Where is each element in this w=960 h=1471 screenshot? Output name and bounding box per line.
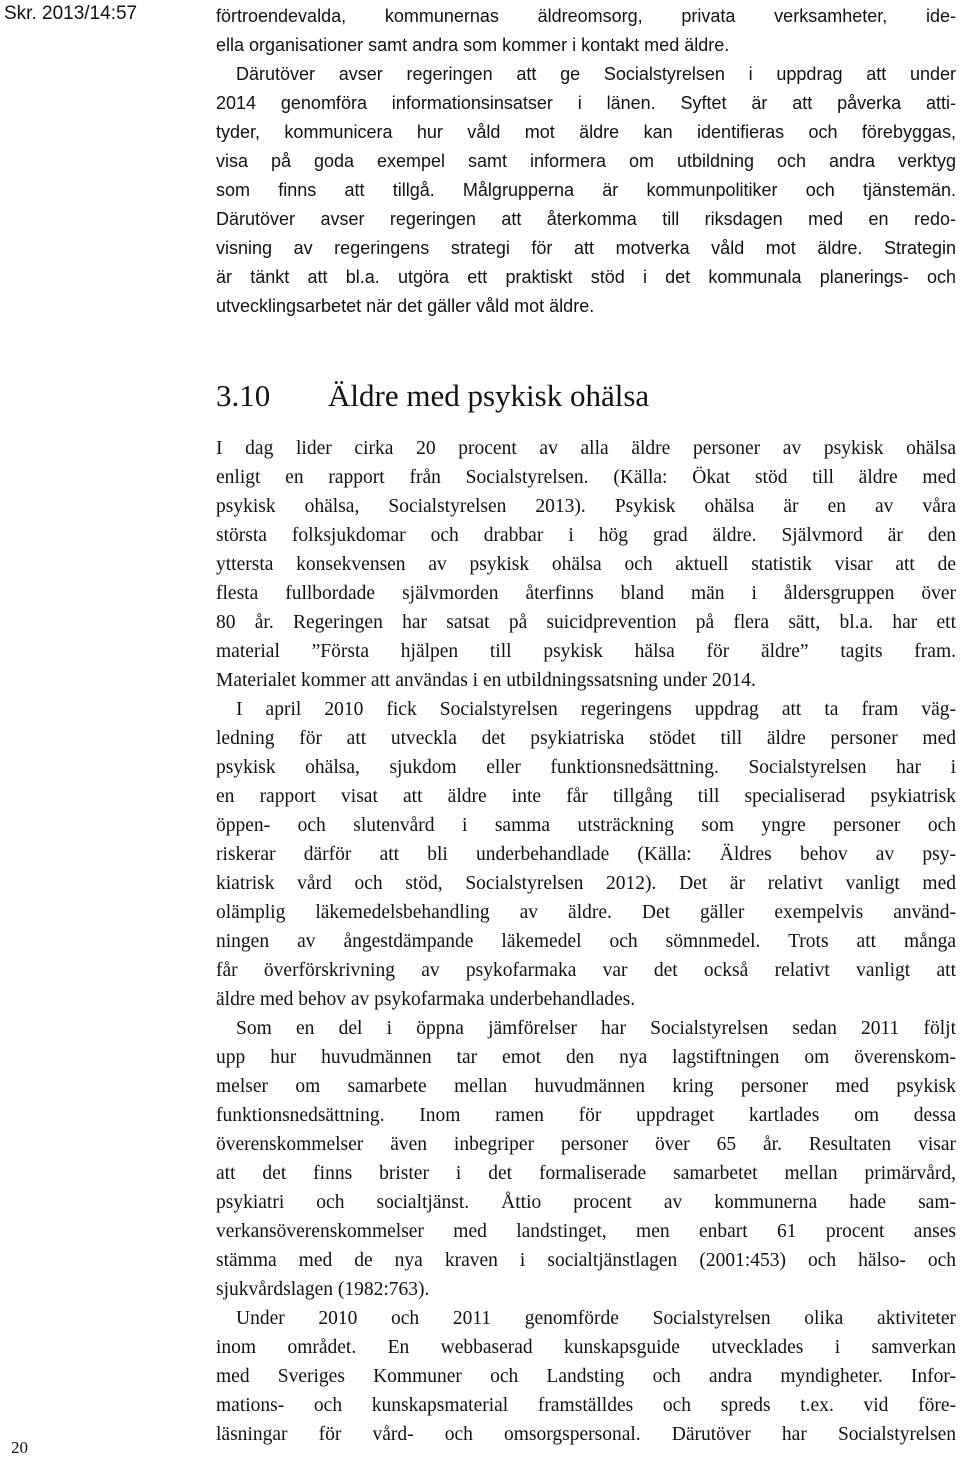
text-line: I april 2010 fick Socialstyrelsen regeringens uppdrag att ta fram väg-	[236, 699, 956, 720]
text-line: olämplig läkemedelsbehandling av äldre. Det gäller exempelvis använd-	[216, 902, 956, 923]
text-line: en rapport visat att äldre inte får tillgång till specialiserad psykiatrisk	[216, 786, 956, 807]
text-line: sjukvårdslagen (1982:763).	[216, 1279, 430, 1300]
text-line: psykiatri och socialtjänst. Åttio procent av kommunerna hade sam-	[216, 1192, 956, 1213]
text-line: att det finns brister i det formaliserade samarbetet mellan primärvård,	[216, 1163, 956, 1184]
top-paragraph	[216, 2, 956, 321]
text-line: Därutöver avser regeringen att återkomma till riksdagen med en redo-	[216, 209, 956, 229]
text-line: ningen av ångestdämpande läkemedel och sömnmedel. Trots att många	[216, 931, 956, 952]
text-line: ledning för att utveckla det psykiatriska stödet till äldre personer med	[216, 728, 956, 749]
text-line: förtroendevalda, kommunernas äldreomsorg, privata verksamheter, ide-	[216, 6, 956, 26]
text-line: öppen- och slutenvård i samma utsträckning som yngre personer och	[216, 815, 956, 836]
text-line: material ”Första hjälpen till psykisk hälsa för äldre” tagits fram.	[216, 641, 956, 662]
text-line: I dag lider cirka 20 procent av alla äldre personer av psykisk ohälsa	[216, 438, 956, 459]
page-number: 20	[11, 1438, 28, 1457]
text-line: som finns att tillgå. Målgrupperna är kommunpolitiker och tjänstemän.	[216, 180, 956, 200]
section-title: Äldre med psykisk ohälsa	[328, 378, 650, 413]
text-line: upp hur huvudmännen tar emot den nya lagstiftningen om överenskom-	[216, 1047, 956, 1068]
text-line: enligt en rapport från Socialstyrelsen. (Källa: Ökat stöd till äldre med	[216, 467, 956, 488]
text-line: får överförskrivning av psykofarmaka var det också relativt vanligt att	[216, 960, 956, 981]
text-line: inom området. En webbaserad kunskapsguide utvecklades i samverkan	[216, 1337, 956, 1358]
document-reference: Skr. 2013/14:57	[4, 3, 138, 24]
text-line: verkansöverenskommelser med landstinget, men enbart 61 procent anses	[216, 1221, 956, 1242]
text-line: kiatrisk vård och stöd, Socialstyrelsen 2012). Det är relativt vanligt med	[216, 873, 956, 894]
text-line: ella organisationer samt andra som kommer i kontakt med äldre.	[216, 35, 730, 55]
text-line: utvecklingsarbetet när det gäller våld mot äldre.	[216, 296, 595, 316]
text-line: psykisk ohälsa, Socialstyrelsen 2013). Psykisk ohälsa är en av våra	[216, 496, 956, 517]
text-line: mations- och kunskapsmaterial framställdes och spreds t.ex. vid före-	[216, 1395, 956, 1416]
text-line: med Sveriges Kommuner och Landsting och andra myndigheter. Infor-	[216, 1366, 956, 1387]
text-line: är tänkt att bl.a. utgöra ett praktiskt stöd i det kommunala planerings- och	[216, 267, 956, 287]
text-line: överenskommelser även inbegriper personer över 65 år. Resultaten visar	[216, 1134, 956, 1155]
text-line: visa på goda exempel samt informera om utbildning och andra verktyg	[216, 151, 956, 171]
text-line: yttersta konsekvensen av psykisk ohälsa och aktuell statistik visar att de	[216, 554, 956, 575]
text-line: stämma med de nya kraven i socialtjänstlagen (2001:453) och hälso- och	[216, 1250, 956, 1271]
text-line: Som en del i öppna jämförelser har Socialstyrelsen sedan 2011 följt	[236, 1018, 956, 1039]
text-line: Under 2010 och 2011 genomförde Socialstyrelsen olika aktiviteter	[236, 1308, 956, 1329]
section-body	[216, 434, 956, 1449]
text-line: psykisk ohälsa, sjukdom eller funktionsnedsättning. Socialstyrelsen har i	[216, 757, 956, 778]
text-line: största folksjukdomar och drabbar i hög grad äldre. Självmord är den	[216, 525, 956, 546]
text-line: 2014 genomföra informationsinsatser i länen. Syftet är att påverka atti-	[216, 93, 956, 113]
text-line: äldre med behov av psykofarmaka underbehandlades.	[216, 989, 636, 1010]
section-number: 3.10	[216, 378, 271, 413]
text-line: Materialet kommer att användas i en utbildningssatsning under 2014.	[216, 670, 756, 691]
text-line: läsningar för vård- och omsorgspersonal. Därutöver har Socialstyrelsen	[216, 1424, 956, 1445]
text-line: riskerar därför att bli underbehandlade (Källa: Äldres behov av psy-	[216, 844, 956, 865]
text-line: tyder, kommunicera hur våld mot äldre kan identifieras och förebyggas,	[216, 122, 956, 142]
text-line: visning av regeringens strategi för att motverka våld mot äldre. Strategin	[216, 238, 956, 258]
section-heading	[216, 374, 649, 418]
text-line: 80 år. Regeringen har satsat på suicidprevention på flera sätt, bl.a. har ett	[216, 612, 956, 633]
text-line: flesta fullbordade självmorden återfinns bland män i åldersgruppen över	[216, 583, 956, 604]
text-line: melser om samarbete mellan huvudmännen kring personer med psykisk	[216, 1076, 956, 1097]
text-line: Därutöver avser regeringen att ge Socialstyrelsen i uppdrag att under	[236, 64, 956, 84]
text-line: funktionsnedsättning. Inom ramen för uppdraget kartlades om dessa	[216, 1105, 956, 1126]
